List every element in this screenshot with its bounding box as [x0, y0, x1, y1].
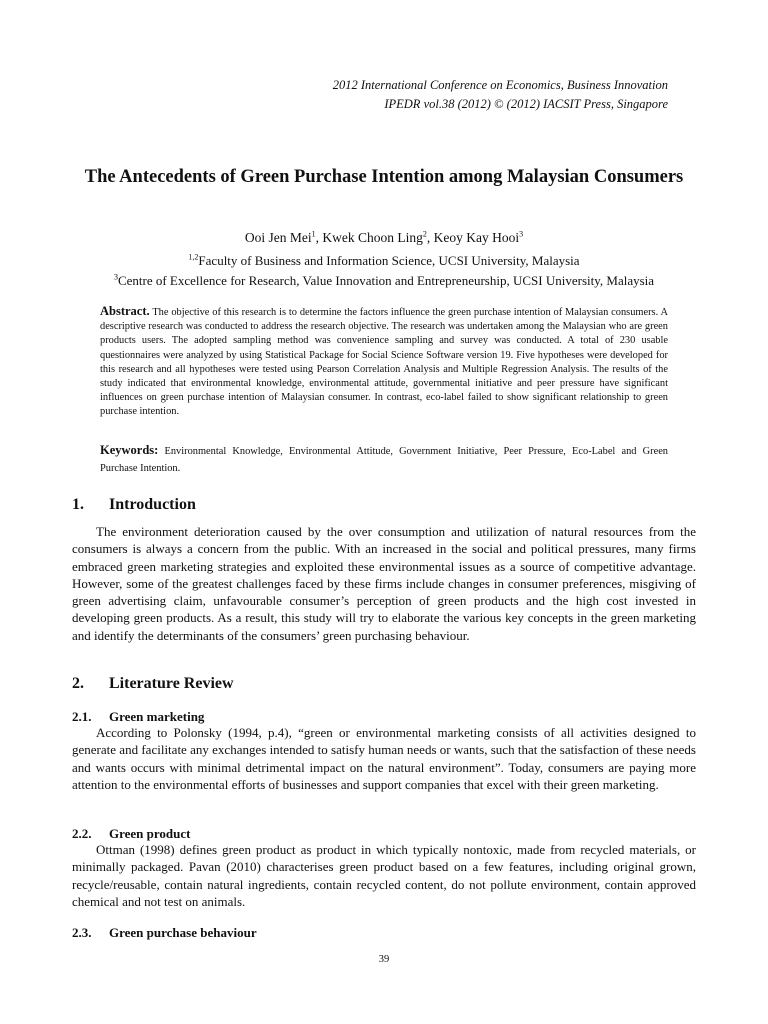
section-title: Introduction [109, 496, 196, 513]
author-name: Ooi Jen Mei [244, 230, 312, 245]
author-name: Keoy Kay Hooi [433, 230, 520, 245]
section-number: 1. [72, 496, 84, 513]
section-number: 2. [72, 675, 84, 692]
keywords-text: Environmental Knowledge, Environmental Attitude, Government Initiative, Peer Pressure, Eco-Label and Green Purchase Intention. [100, 446, 668, 474]
page-number: 39 [378, 954, 390, 965]
affiliation-sup: 3 [113, 272, 118, 282]
author-sep: , [426, 230, 434, 245]
subsection-title: Green purchase behaviour [109, 925, 257, 940]
keywords-label: Keywords: [100, 443, 159, 457]
subsection-number: 2.2. [72, 826, 92, 841]
author-list [72, 230, 696, 246]
green-product-paragraph: Ottman (1998) defines green product as product in which typically nontoxic, made from recycled materials, or minimally packaged. Pavan (2010) characterises green product based on a few features, including original grown, recycle/reusable, contain natural ingredients, contain recycled content, do not pollute environment, contain approved chemical and not test on animals. [72, 842, 696, 909]
subsection-heading-green-purchase-behaviour [72, 925, 257, 941]
subsection-title: Green product [109, 826, 191, 841]
subsection-heading-green-marketing [72, 709, 204, 725]
section-title: Literature Review [109, 675, 234, 692]
affiliation-text: Centre of Excellence for Research, Value Innovation and Entrepreneurship, UCSI University, Malaysia [117, 273, 655, 288]
header-line-1: 2012 International Conference on Economics, Business Innovation [332, 78, 668, 92]
header-line-2: IPEDR vol.38 (2012) © (2012) IACSIT Press, Singapore [384, 97, 668, 111]
author-sup: 3 [519, 229, 524, 239]
paper-title: The Antecedents of Green Purchase Intention among Malaysian Consumers [84, 167, 684, 187]
author-name: Kwek Choon Ling [322, 230, 423, 245]
abstract [100, 304, 668, 420]
subsection-heading-green-product [72, 826, 191, 842]
introduction-paragraph: The environment deterioration caused by the over consumption and utilization of natural resources from the consumers is always a concern from the public. With an increased in the social and political pressures, many firms embraced green marketing strategies and exploited these environmental issues as a source of competitive advantage. However, some of the greatest challenges faced by these firms include changes in consumer preferences, misgiving of green advertising claim, unfavourable consumer’s perception of green products and the high cost invested in developing green products. As a result, this study will try to elaborate the various key concepts in the green marketing and identify the determinants of the consumers’ green purchasing behaviour. [72, 524, 696, 643]
conference-header [333, 76, 668, 114]
subsection-number: 2.3. [72, 925, 92, 940]
affiliation-2 [72, 273, 696, 289]
section-heading-introduction [72, 496, 196, 514]
affiliation-sup: 1,2 [188, 252, 199, 262]
author-sep: , [315, 230, 323, 245]
section-heading-literature-review [72, 675, 234, 693]
author-sup: 2 [422, 229, 427, 239]
keywords [100, 442, 668, 477]
abstract-label: Abstract. [100, 304, 150, 318]
affiliation-text: Faculty of Business and Information Science, UCSI University, Malaysia [198, 253, 580, 268]
abstract-text: The objective of this research is to determine the factors influence the green purchase intention of Malaysian consumers. A descriptive research was conducted to address the research objective. The research was undertaken among the Malaysian who are green products users. The adopted sampling method was convenience sampling and survey was conducted. A total of 230 usable questionnaires were analyzed by using Statistical Package for Social Science Software version 19. Five hypotheses were developed for this research and all hypotheses were tested using Pearson Correlation Analysis and Multiple Regression Analysis. The results of the study indicated that environmental knowledge, environmental attitude, governmental initiative and peer pressure have significant influences on green purchase intention of Malaysian consumer. In contrast, eco-label failed to show significant relationship to green purchase intention. [100, 307, 668, 418]
subsection-number: 2.1. [72, 709, 92, 724]
subsection-title: Green marketing [109, 709, 205, 724]
green-marketing-paragraph: According to Polonsky (1994, p.4), “green or environmental marketing consists of all activities designed to generate and facilitate any exchanges intended to satisfy human needs or wants, such that the satisfaction of these needs and wants occurs with minimal detrimental impact on the natural environment”. Today, consumers are paying more attention to the environmental efforts of businesses and support companies that excel with their green marketing. [72, 725, 696, 792]
author-sup: 1 [311, 229, 316, 239]
affiliation-1 [72, 253, 696, 269]
